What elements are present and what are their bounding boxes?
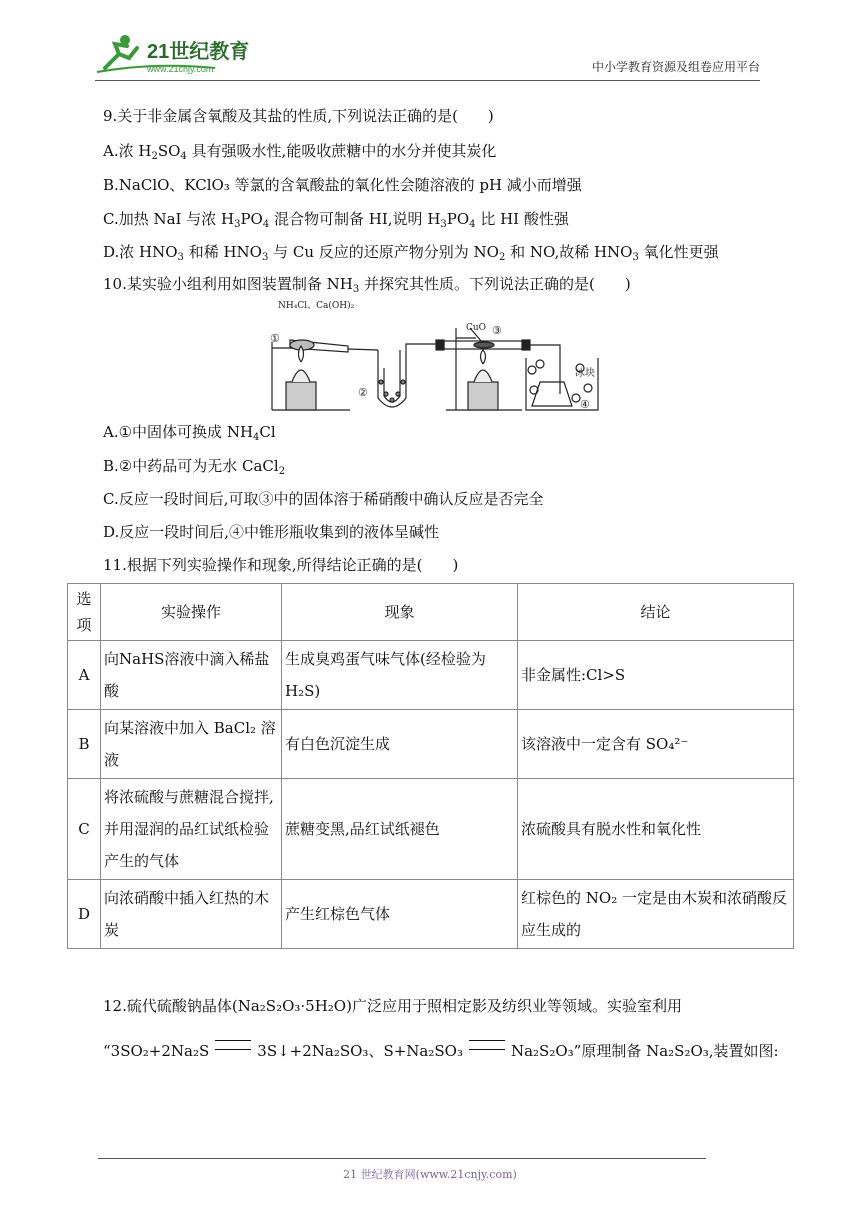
experiment-table: [67, 583, 794, 949]
header-operation: 实验操作: [101, 584, 282, 641]
row-conclusion: 红棕色的 NO₂ 一定是由木炭和浓硝酸反应生成的: [518, 880, 794, 949]
svg-text:①: ①: [270, 332, 280, 345]
q9-stem: 9.关于非金属含氧酸及其盐的性质,下列说法正确的是( ): [103, 107, 494, 125]
row-conclusion: 浓硫酸具有脱水性和氧化性: [518, 779, 794, 880]
header-conclusion: 结论: [518, 584, 794, 641]
q10-option-b: B.②中药品可为无水 CaCl$_2$: [103, 457, 286, 477]
svg-text:www.21cnjy.com: www.21cnjy.com: [147, 64, 214, 74]
q10-stem: 10.某实验小组利用如图装置制备 $NH_3$ 并探究其性质。下列说法正确的是( ): [103, 275, 631, 295]
row-phenomenon: 蔗糖变黑,品红试纸褪色: [282, 779, 518, 880]
row-operation: 向某溶液中加入 BaCl₂ 溶液: [101, 710, 282, 779]
page-header: [95, 28, 760, 78]
footer-divider: [98, 1158, 706, 1159]
row-option: C: [68, 779, 101, 880]
svg-text:NH₄Cl、Ca(OH)₂: NH₄Cl、Ca(OH)₂: [278, 301, 355, 311]
table-row: [68, 779, 794, 880]
q10-option-a: A.①中固体可换成 $NH_4Cl$: [103, 423, 276, 443]
equals-sign: [469, 1040, 505, 1050]
table-row: [68, 641, 794, 710]
row-phenomenon: 生成臭鸡蛋气味气体(经检验为H₂S): [282, 641, 518, 710]
apparatus-diagram: [270, 298, 610, 416]
q12-line1: 12.硫代硫酸钠晶体(Na₂S₂O₃·5H₂O)广泛应用于照相定影及纺织业等领域。实验室利用: [103, 997, 682, 1015]
header-divider: [95, 80, 760, 81]
equals-sign: [215, 1040, 251, 1050]
header-phenomenon: 现象: [282, 584, 518, 641]
platform-name: 中小学教育资源及组卷应用平台: [591, 60, 760, 74]
q10-option-c: C.反应一段时间后,可取③中的固体溶于稀硝酸中确认反应是否完全: [103, 490, 544, 508]
table-row: [68, 710, 794, 779]
q11-stem: 11.根据下列实验操作和现象,所得结论正确的是( ): [103, 556, 459, 574]
table-header-row: [68, 584, 794, 641]
row-operation: 向NaHS溶液中滴入稀盐酸: [101, 641, 282, 710]
row-phenomenon: 产生红棕色气体: [282, 880, 518, 949]
svg-text:②: ②: [358, 386, 368, 399]
row-conclusion: 该溶液中一定含有 SO₄²⁻: [518, 710, 794, 779]
row-operation: 将浓硫酸与蔗糖混合搅拌,并用湿润的品红试纸检验产生的气体: [101, 779, 282, 880]
row-operation: 向浓硝酸中插入红热的木炭: [101, 880, 282, 949]
row-option: B: [68, 710, 101, 779]
row-option: D: [68, 880, 101, 949]
q10-option-d: D.反应一段时间后,④中锥形瓶收集到的液体呈碱性: [103, 523, 440, 541]
q9-option-a: A.浓 $H_2SO_4$ 具有强吸水性,能吸收蔗糖中的水分并使其炭化: [103, 142, 497, 162]
table-row: [68, 880, 794, 949]
header-option: 选项: [68, 584, 101, 641]
row-option: A: [68, 641, 101, 710]
svg-text:④: ④: [580, 398, 590, 411]
q12-line2: “3SO₂+2Na₂S 3S↓+2Na₂SO₃、S+Na₂SO₃ Na₂S₂O₃”原理制备 Na₂S₂O₃,装置如图:: [103, 1042, 779, 1060]
q9-option-c: C.加热 NaI 与浓 $H_3PO_4$ 混合物可制备 HI,说明 $H_3PO_4$ 比 HI 酸性强: [103, 210, 569, 230]
logo-icon: [95, 32, 265, 76]
row-conclusion: 非金属性:Cl>S: [518, 641, 794, 710]
svg-text:冰块: 冰块: [575, 368, 595, 379]
svg-text:CuO: CuO: [466, 323, 487, 333]
row-phenomenon: 有白色沉淀生成: [282, 710, 518, 779]
svg-text:③: ③: [492, 324, 502, 337]
q9-option-b: B.NaClO、KClO₃ 等氯的含氧酸盐的氧化性会随溶液的 pH 减小而增强: [103, 176, 582, 194]
q9-option-d: D.浓 $HNO_3$ 和稀 $HNO_3$ 与 Cu 反应的还原产物分别为 $NO_2$ 和 NO,故稀 $HNO_3$ 氧化性更强: [103, 243, 719, 263]
footer-text: 21 世纪教育网(www.21cnjy.com): [343, 1168, 517, 1181]
svg-text:21世纪教育: 21世纪教育: [147, 41, 250, 63]
